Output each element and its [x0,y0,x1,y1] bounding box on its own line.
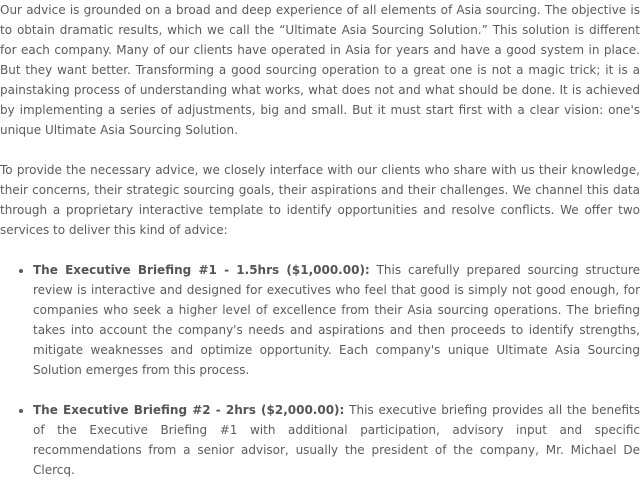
service-description: This executive briefing provides all the benefits of the Executive Briefing #1 with additional participation, advisory input and specific recommendations from a senior advisor, usually the president of the company, Mr. Michael De Clercq. [33,403,640,477]
service-item-briefing-1 [33,260,640,380]
services-list [0,260,640,480]
intro-paragraph-2: To provide the necessary advice, we closely interface with our clients who share with us their knowledge, their concerns, their strategic sourcing goals, their aspirations and their challenges. We channel this data through a proprietary interactive template to identify opportunities and resolve conflicts. We offer two services to deliver this kind of advice: [0,163,640,237]
intro-paragraph-1: Our advice is grounded on a broad and deep experience of all elements of Asia sourcing. The objective is to obtain dramatic results, which we call the “Ultimate Asia Sourcing Solution.” This solution is different for each company. Many of our clients have operated in Asia for years and have a good system in place. But they want better. Transforming a good sourcing operation to a great one is not a magic trick; it is a painstaking process of understanding what works, what does not and what should be done. It is achieved by implementing a series of adjustments, big and small. But it must start first with a clear vision: one's unique Ultimate Asia Sourcing Solution. [0,3,640,137]
service-title: The Executive Briefing #2 - 2hrs ($2,000.00): [33,403,345,417]
service-title: The Executive Briefing #1 - 1.5hrs ($1,000.00): [33,263,370,277]
service-item-briefing-2 [33,400,640,480]
service-description: This carefully prepared sourcing structure review is interactive and designed for executives who feel that good is simply not good enough, for companies who seek a higher level of excellence from their Asia sourcing operations. The briefing takes into account the company's needs and aspirations and then proceeds to identify strengths, mitigate weaknesses and optimize opportunity. Each company's unique Ultimate Asia Sourcing Solution emerges from this process. [33,263,640,377]
